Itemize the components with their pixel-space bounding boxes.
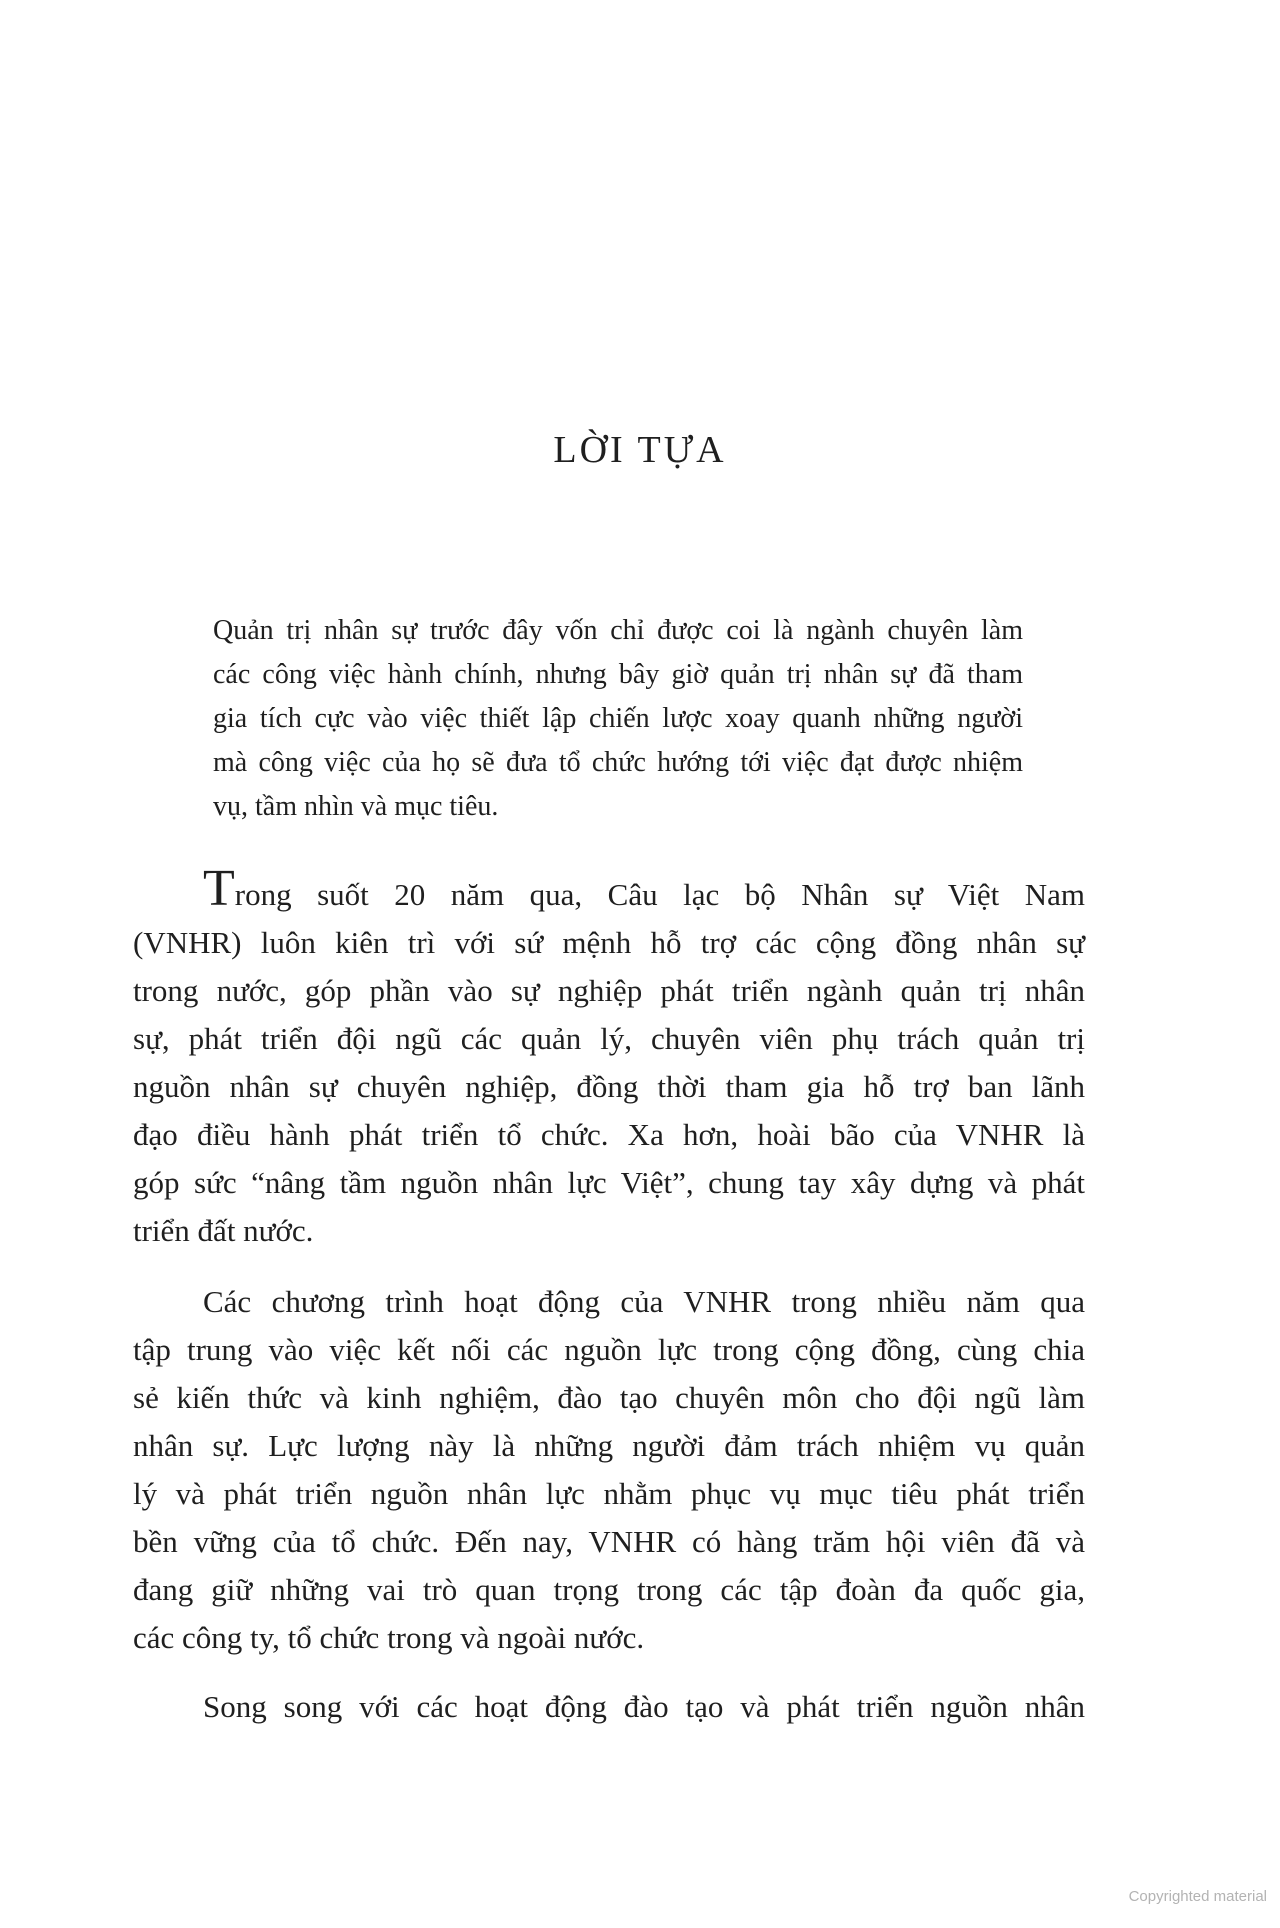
text-line: góp sức “nâng tầm nguồn nhân lực Việt”, chung tay xây dựng và phát <box>133 1165 1085 1200</box>
text-line: Quản trị nhân sự trước đây vốn chỉ được coi là ngành chuyên làm <box>213 615 1023 646</box>
text-line: bền vững của tổ chức. Đến nay, VNHR có hàng trăm hội viên đã và <box>133 1524 1085 1559</box>
text-line: Các chương trình hoạt động của VNHR trong nhiều năm qua <box>203 1284 1085 1319</box>
text-line: các công việc hành chính, nhưng bây giờ quản trị nhân sự đã tham <box>213 659 1023 690</box>
text-line: sự, phát triển đội ngũ các quản lý, chuyên viên phụ trách quản trị <box>133 1021 1085 1056</box>
text-line: gia tích cực vào việc thiết lập chiến lược xoay quanh những người <box>213 703 1023 734</box>
text-line: Trong suốt 20 năm qua, Câu lạc bộ Nhân sự Việt Nam <box>203 860 1085 917</box>
paragraph-3 <box>133 1683 1085 1731</box>
text-line: trong nước, góp phần vào sự nghiệp phát triển ngành quản trị nhân <box>133 973 1085 1008</box>
page-title: LỜI TỰA <box>553 429 727 471</box>
text-line: (VNHR) luôn kiên trì với sứ mệnh hỗ trợ các cộng đồng nhân sự <box>133 925 1085 960</box>
text-line: đang giữ những vai trò quan trọng trong các tập đoàn đa quốc gia, <box>133 1572 1085 1607</box>
text-line: đạo điều hành phát triển tổ chức. Xa hơn, hoài bão của VNHR là <box>133 1117 1085 1152</box>
text-line: các công ty, tổ chức trong và ngoài nước. <box>133 1620 645 1655</box>
text-line: vụ, tầm nhìn và mục tiêu. <box>213 791 499 822</box>
text-line: lý và phát triển nguồn nhân lực nhằm phục vụ mục tiêu phát triển <box>133 1476 1085 1511</box>
paragraph-2 <box>133 1278 1085 1662</box>
text-line: tập trung vào việc kết nối các nguồn lực trong cộng đồng, cùng chia <box>133 1332 1085 1367</box>
text-line: sẻ kiến thức và kinh nghiệm, đào tạo chuyên môn cho đội ngũ làm <box>133 1380 1085 1415</box>
text-line: triển đất nước. <box>133 1213 314 1248</box>
initial-capital: T <box>203 860 235 917</box>
text-line: nhân sự. Lực lượng này là những người đảm trách nhiệm vụ quản <box>133 1428 1085 1463</box>
text-line: nguồn nhân sự chuyên nghiệp, đồng thời tham gia hỗ trợ ban lãnh <box>133 1069 1085 1104</box>
text-line: Song song với các hoạt động đào tạo và phát triển nguồn nhân <box>203 1689 1085 1724</box>
copyright-watermark: Copyrighted material <box>1128 1888 1267 1905</box>
paragraph-1 <box>133 860 1085 1255</box>
text-line: mà công việc của họ sẽ đưa tổ chức hướng tới việc đạt được nhiệm <box>213 747 1023 778</box>
preface-quote <box>213 609 1023 829</box>
